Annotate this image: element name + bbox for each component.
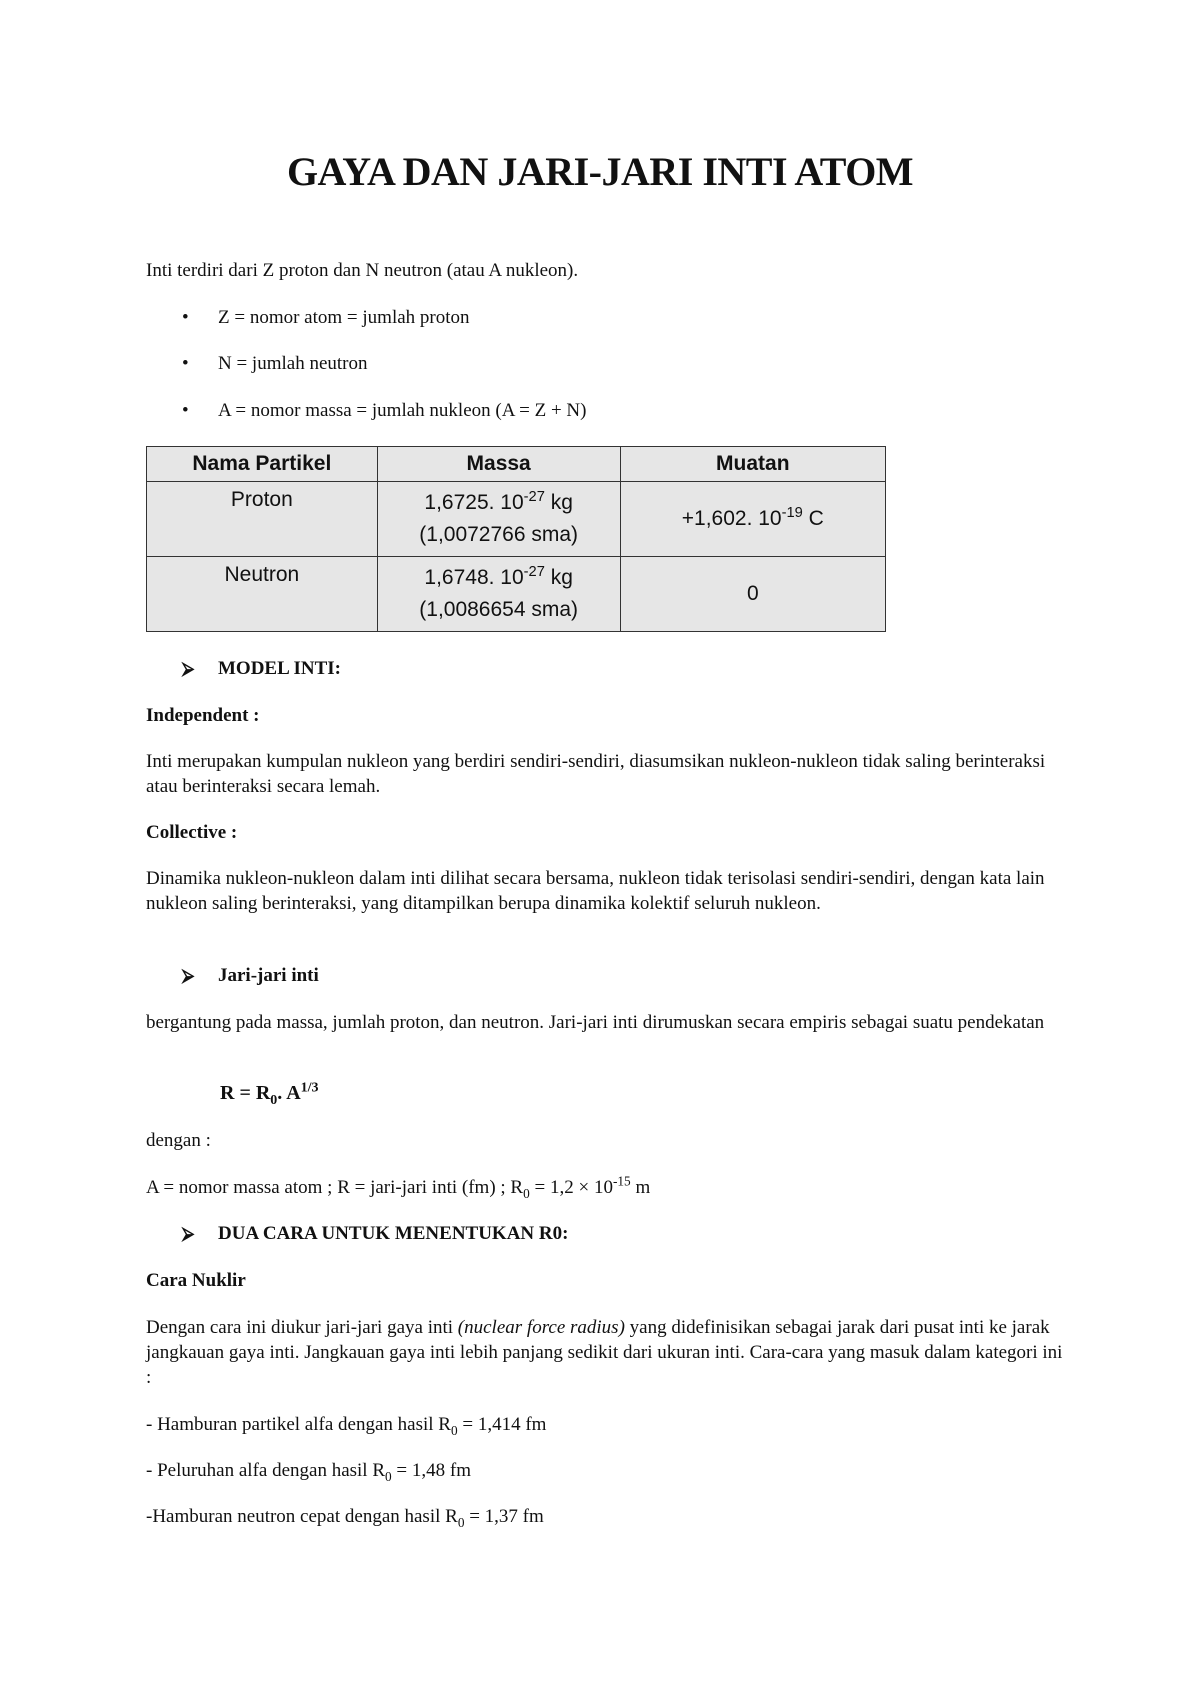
bullet-item bbox=[182, 305, 470, 330]
bullet-icon: • bbox=[182, 353, 189, 374]
table-header-charge: Muatan bbox=[620, 447, 885, 482]
table-header-mass: Massa bbox=[377, 447, 620, 482]
bullet-icon: • bbox=[182, 400, 189, 421]
particle-name: Proton bbox=[147, 482, 378, 557]
arrow-bullet-icon: ⮚ bbox=[182, 1224, 195, 1243]
method-item: -Hamburan neutron cepat dengan hasil $R_0 = 1,37$ fm bbox=[146, 1506, 544, 1530]
particle-table bbox=[146, 446, 886, 632]
table-header-row bbox=[147, 447, 886, 482]
particle-mass: 1,6725. $10^{-27}$ kg (1,0072766 sma) bbox=[377, 482, 620, 557]
bullet-text: N = jumlah neutron bbox=[218, 353, 368, 374]
arrow-bullet-icon: ⮚ bbox=[182, 659, 195, 678]
bullet-text: A = nomor massa = jumlah nukleon (A = Z + N) bbox=[218, 400, 587, 421]
method-item: - Hamburan partikel alfa dengan hasil $R_0 = 1,414$ fm bbox=[146, 1414, 547, 1438]
independent-heading: Independent : bbox=[146, 705, 260, 726]
section-heading-two-ways: ⮚ DUA CARA UNTUK MENENTUKAN R0: bbox=[182, 1223, 569, 1244]
table-row bbox=[147, 557, 886, 632]
collective-paragraph: Dinamika nukleon-nukleon dalam inti dilihat secara bersama, nukleon tidak terisolasi sendiri-sendiri, dengan kata lain nukleon saling berinteraksi, yang ditampilkan berupa dinamika kolektif seluruh nukleon. bbox=[146, 868, 1045, 914]
nuclear-paragraph: Dengan cara ini diukur jari-jari gaya inti (nuclear force radius) yang didefinisikan sebagai jarak dari pusat inti ke jarak jangkauan gaya inti. Jangkauan gaya inti lebih panjang sedikit dari ukuran inti. Cara-cara yang masuk dalam kategori ini : bbox=[146, 1317, 1063, 1388]
nuclear-heading: Cara Nuklir bbox=[146, 1270, 246, 1291]
particle-name: Neutron bbox=[147, 557, 378, 632]
radius-paragraph: bergantung pada massa, jumlah proton, dan neutron. Jari-jari inti dirumuskan secara empiris sebagai suatu pendekatan bbox=[146, 1012, 1045, 1033]
section-heading-model: ⮚ MODEL INTI: bbox=[182, 658, 341, 679]
bullet-text: Z = nomor atom = jumlah proton bbox=[218, 307, 470, 328]
table-header-name: Nama Partikel bbox=[147, 447, 378, 482]
collective-heading: Collective : bbox=[146, 822, 238, 843]
intro-paragraph: Inti terdiri dari Z proton dan N neutron (atau A nukleon). bbox=[146, 260, 579, 281]
bullet-item bbox=[182, 398, 586, 423]
table-row bbox=[147, 482, 886, 557]
section-heading-radius: ⮚ Jari-jari inti bbox=[182, 965, 319, 986]
definition-line: A = nomor massa atom ; R = jari-jari inti (fm) ; $R_0 = 1,2 \times 10^{-15}$ m bbox=[146, 1173, 651, 1201]
page-title: GAYA DAN JARI-JARI INTI ATOM bbox=[286, 149, 914, 194]
dengan-label: dengan : bbox=[146, 1130, 211, 1151]
particle-mass: 1,6748. $10^{-27}$ kg (1,0086654 sma) bbox=[377, 557, 620, 632]
independent-paragraph: Inti merupakan kumpulan nukleon yang berdiri sendiri-sendiri, diasumsikan nukleon-nukleon tidak saling berinteraksi atau berinteraksi secara lemah. bbox=[146, 751, 1046, 797]
method-item: - Peluruhan alfa dengan hasil $R_0 = 1,48$ fm bbox=[146, 1460, 471, 1484]
particle-charge: +1,602. $10^{-19}$ C bbox=[620, 482, 885, 557]
bullet-icon: • bbox=[182, 307, 189, 328]
bullet-item bbox=[182, 351, 368, 376]
particle-charge: 0 bbox=[620, 557, 885, 632]
arrow-bullet-icon: ⮚ bbox=[182, 966, 195, 985]
radius-formula: $R = R_0$. $A^{1/3}$ bbox=[220, 1080, 319, 1108]
